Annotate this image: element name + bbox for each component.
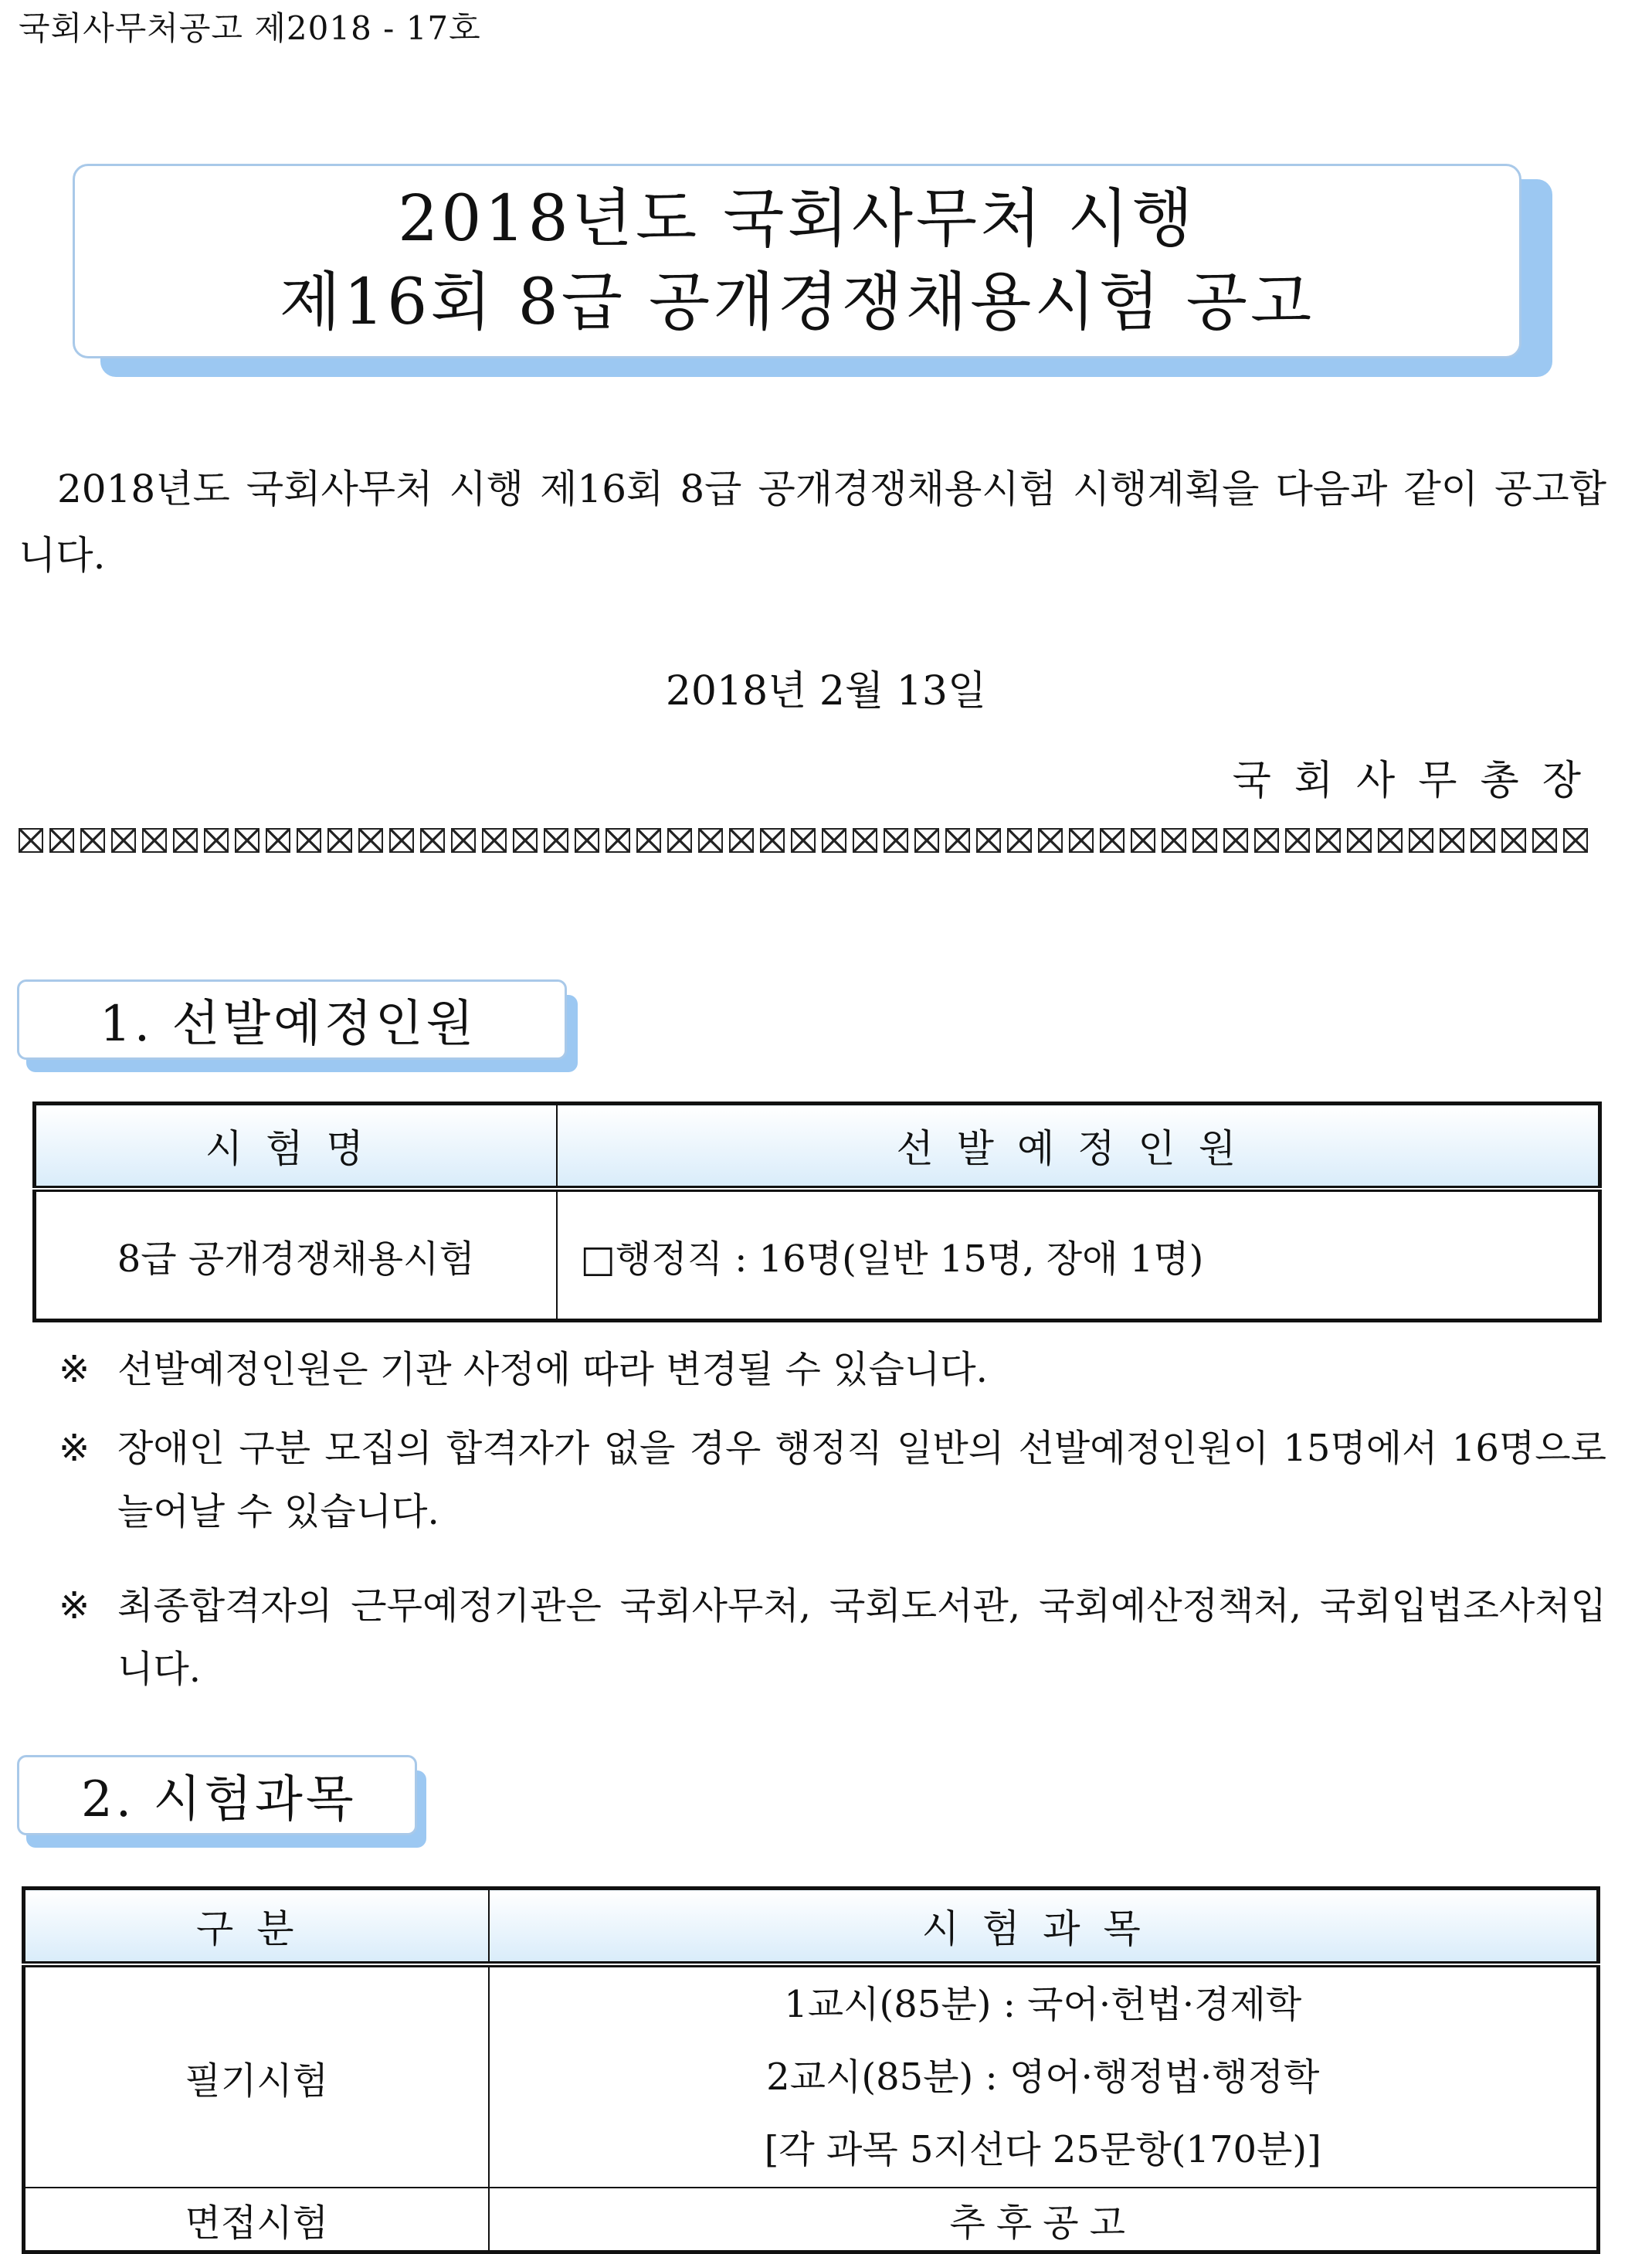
subjects-table bbox=[22, 1886, 1600, 2254]
notice-number: 국회사무처공고 제2018 - 17호 bbox=[19, 9, 481, 47]
header-quota: 선발예정인원 bbox=[557, 1104, 1600, 1190]
header-category: 구분 bbox=[24, 1889, 489, 1965]
separator-box bbox=[606, 828, 630, 853]
separator-box bbox=[636, 828, 661, 853]
separator-box bbox=[1131, 828, 1155, 853]
quota-cell: □행정직 : 16명(일반 15명, 장애 1명) bbox=[557, 1189, 1600, 1321]
subject-line: 2교시(85분) : 영어·행정법·행정학 bbox=[766, 2055, 1320, 2099]
separator-line bbox=[19, 828, 1610, 856]
quota-table bbox=[32, 1102, 1602, 1322]
section2-heading: 2. 시험과목 bbox=[17, 1755, 417, 1835]
written-exam-subjects bbox=[489, 1964, 1599, 2188]
quota-table-header bbox=[35, 1104, 1600, 1190]
interview-exam-value: 추후공고 bbox=[489, 2188, 1599, 2252]
signer: 국회사무총장 bbox=[1232, 758, 1604, 804]
separator-box bbox=[667, 828, 692, 853]
separator-box bbox=[1532, 828, 1557, 853]
separator-box bbox=[49, 828, 74, 853]
separator-box bbox=[1285, 828, 1310, 853]
separator-box bbox=[204, 828, 229, 853]
exam-name-cell: 8급 공개경쟁채용시험 bbox=[117, 1237, 475, 1281]
separator-box bbox=[80, 828, 105, 853]
separator-box bbox=[1162, 828, 1186, 853]
separator-box bbox=[358, 828, 383, 853]
subject-line: 1교시(85분) : 국어·헌법·경제학 bbox=[784, 1983, 1302, 2026]
separator-box bbox=[544, 828, 568, 853]
subject-line: [각 과목 5지선다 25문항(170분)] bbox=[764, 2128, 1321, 2171]
table-row bbox=[24, 1964, 1599, 2188]
separator-box bbox=[791, 828, 816, 853]
intro-text: 2018년도 국회사무처 시행 제16회 8급 공개경쟁채용시험 시행계획을 다음과 같이 공고합니다. bbox=[19, 467, 1606, 578]
separator-box bbox=[451, 828, 476, 853]
note-item bbox=[59, 1417, 1606, 1543]
section1-heading: 1. 선발예정인원 bbox=[17, 979, 567, 1060]
separator-box bbox=[420, 828, 445, 853]
separator-box bbox=[266, 828, 290, 853]
separator-box bbox=[884, 828, 908, 853]
separator-box bbox=[1471, 828, 1495, 853]
separator-box bbox=[297, 828, 321, 853]
separator-box bbox=[389, 828, 414, 853]
note-mark: ※ bbox=[59, 1348, 90, 1391]
separator-box bbox=[235, 828, 260, 853]
separator-box bbox=[853, 828, 877, 853]
separator-box bbox=[945, 828, 970, 853]
table-row bbox=[35, 1189, 1600, 1321]
separator-box bbox=[1347, 828, 1372, 853]
announcement-date: 2018년 2월 13일 bbox=[665, 668, 987, 715]
note-item bbox=[59, 1338, 1606, 1401]
note-text: 선발예정인원은 기관 사정에 따라 변경될 수 있습니다. bbox=[117, 1348, 988, 1391]
separator-box bbox=[482, 828, 507, 853]
separator-box bbox=[1007, 828, 1032, 853]
intro-paragraph bbox=[19, 456, 1606, 589]
separator-box bbox=[1038, 828, 1063, 853]
separator-box bbox=[575, 828, 599, 853]
separator-box bbox=[19, 828, 43, 853]
separator-box bbox=[698, 828, 723, 853]
separator-box bbox=[1100, 828, 1125, 853]
separator-box bbox=[729, 828, 754, 853]
note-item bbox=[59, 1574, 1606, 1701]
separator-box bbox=[822, 828, 846, 853]
separator-box bbox=[327, 828, 352, 853]
separator-box bbox=[111, 828, 136, 853]
separator-box bbox=[1378, 828, 1403, 853]
separator-box bbox=[1069, 828, 1094, 853]
header-exam-name: 시험명 bbox=[35, 1104, 557, 1190]
separator-box bbox=[914, 828, 939, 853]
note-text: 최종합격자의 근무예정기관은 국회사무처, 국회도서관, 국회예산정책처, 국회입법조사처입니다. bbox=[117, 1584, 1606, 1691]
separator-box bbox=[142, 828, 167, 853]
separator-box bbox=[1501, 828, 1526, 853]
separator-box bbox=[760, 828, 785, 853]
interview-exam-label: 면접시험 bbox=[24, 2188, 489, 2252]
subjects-table-header bbox=[24, 1889, 1599, 1965]
title-line-2: 제16회 8급 공개경쟁채용시험 공고 bbox=[279, 266, 1315, 339]
separator-box bbox=[513, 828, 538, 853]
header-subjects: 시험과목 bbox=[489, 1889, 1599, 1965]
table-row bbox=[24, 2188, 1599, 2252]
note-text: 장애인 구분 모집의 합격자가 없을 경우 행정직 일반의 선발예정인원이 15명에서 16명으로 늘어날 수 있습니다. bbox=[117, 1427, 1606, 1533]
separator-box bbox=[1192, 828, 1217, 853]
separator-box bbox=[173, 828, 198, 853]
note-mark: ※ bbox=[59, 1427, 90, 1470]
separator-box bbox=[1440, 828, 1464, 853]
separator-box bbox=[1223, 828, 1248, 853]
separator-box bbox=[1316, 828, 1341, 853]
separator-box bbox=[1409, 828, 1433, 853]
title-line-1: 2018년도 국회사무처 시행 bbox=[398, 182, 1196, 256]
separator-box bbox=[976, 828, 1001, 853]
note-mark: ※ bbox=[59, 1584, 90, 1628]
written-exam-label: 필기시험 bbox=[185, 2059, 328, 2103]
separator-box bbox=[1254, 828, 1279, 853]
title-box bbox=[73, 164, 1521, 358]
separator-box bbox=[1563, 828, 1588, 853]
